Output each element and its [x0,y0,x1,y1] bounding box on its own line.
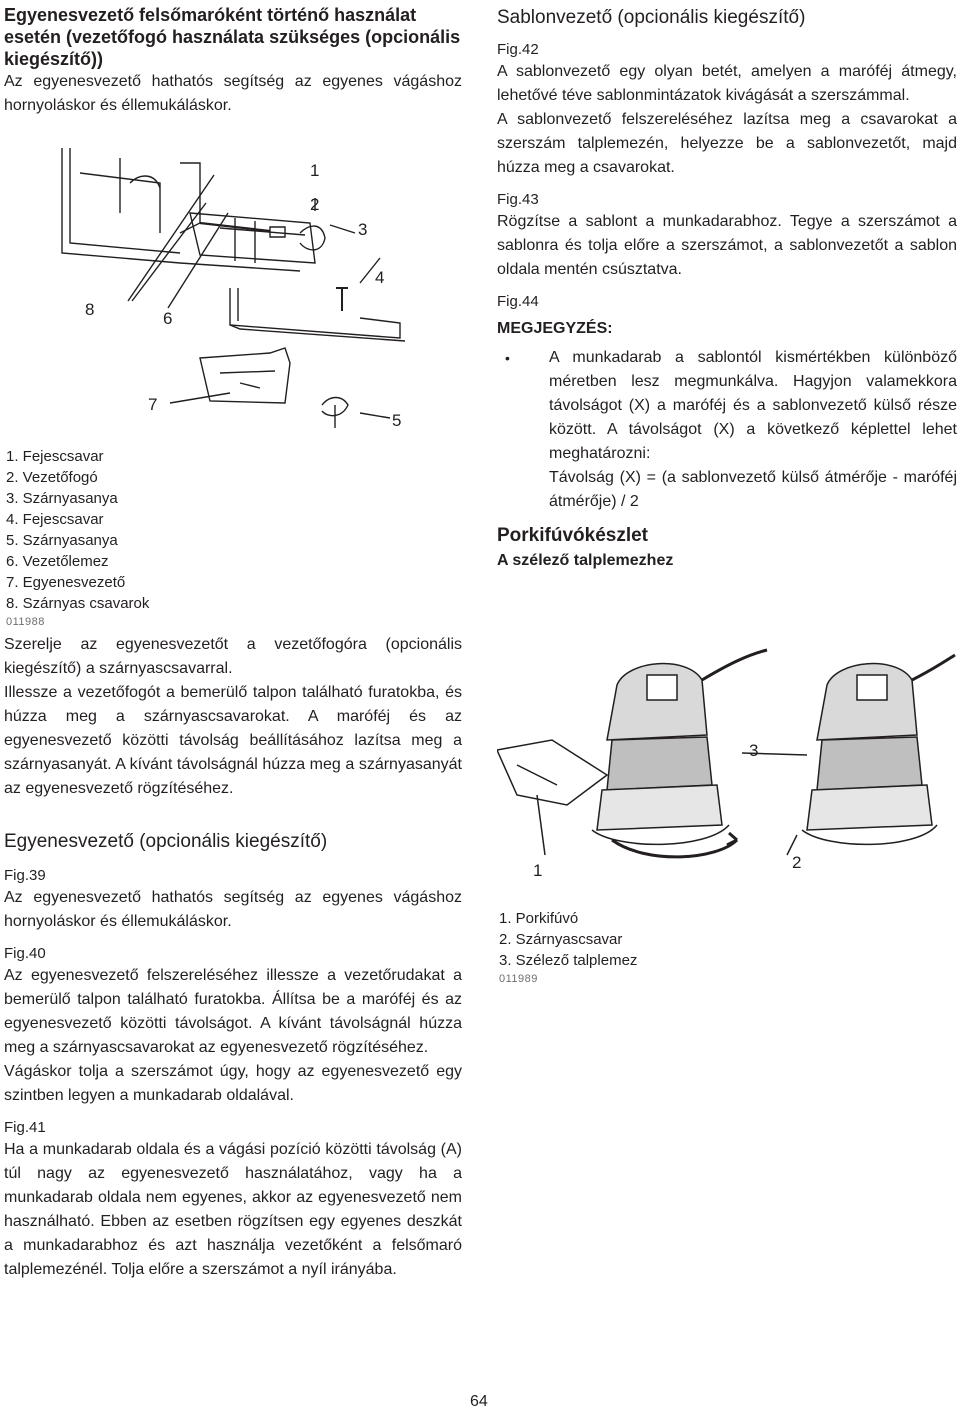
callout-label: 1 [533,861,543,880]
paragraph: Ha a munkadarab oldala és a vágási pozíció közötti távolság (A) túl nagy az egyenesvezető használatához, vagy ha a munkadarab oldala nem egyenes, akkor az egyenesvezető nem használható. Ebben az esetben rögzítsen egy egyenes deszkát a munkadarabhoz és azt használja vezetőként a felsőmaró talplemezénél. Tolja előre a szerszámot a nyíl irányába. [4,1141,462,1278]
legend-item: 3. Szélező talplemez [499,952,638,969]
paragraph: Az egyenesvezető hathatós segítség az egyenes vágáshoz hornyoláskor és éllemukáláskor. [4,889,462,930]
legend-item: 8. Szárnyas csavarok [6,595,150,612]
figure-ref: Fig.44 [497,293,539,310]
callout-label: 3 [749,741,759,760]
figure-ref: Fig.40 [4,945,46,962]
section-heading-router-guide: Egyenesvezető felsőmaróként történő használat esetén (vezetőfogó használata szükséges (opcionális kiegészítő)) [4,5,461,69]
legend-item: 1. Porkifúvó [499,910,579,927]
section-heading-dust-nozzle: Porkifúvókészlet [497,525,648,546]
legend-item: 3. Szárnyasanya [6,490,118,507]
dust-nozzle-drawing [497,645,957,905]
callout-label: 3 [358,220,368,239]
callout-label: 1 [310,161,320,180]
legend-item: 4. Fejescsavar [6,511,104,528]
paragraph: Illessze a vezetőfogót a bemerülő talpon található furatokba, és húzza meg a szárnyascsavarokat. A maróféj és az egyenesvezető közötti távolság beállításához lazítsa meg a szárnyasanyát. A kívánt távolságnál húzza meg a szárnyasanyát az egyenesvezető rögzítéséhez. [4,684,462,797]
note-item [497,346,957,514]
paragraph: Vágáskor tolja a szerszámot úgy, hogy az egyenesvezető egy szintben legyen a munkadarab oldalával. [4,1063,462,1104]
paragraph: Az egyenesvezető felszereléséhez illessze a vezetőrudakat a bemerülő talpon található furatokba. Állítsa be a maróféj és az egyenesvezető közötti távolságot. A kívánt távolságnál húzza meg a szárnyascsavarokat az egyenesvezető rögzítéséhez. [4,967,462,1056]
callout-label: 5 [392,411,402,430]
paragraph: Rögzítse a sablont a munkadarabhoz. Tegye a szerszámot a sablonra és tolja előre a szerszámot, a sablonvezetőt a sablon oldala mentén csúsztatva. [497,213,957,278]
callout-label: 7 [148,395,158,414]
bullet-icon: • [505,350,510,366]
figure-ref: Fig.39 [4,867,46,884]
dust-nozzle-illustration [497,645,957,905]
callout-label: 2 [792,853,802,872]
callout-label: 4 [375,268,385,287]
paragraph: A sablonvezető felszereléséhez lazítsa meg a csavarokat a szerszám talplemezén, helyezze be a sablonvezetőt, majd húzza meg a csavarokat. [497,111,957,176]
note-text: A munkadarab a sablontól kismértékben különböző méretben lesz megmunkálva. Hagyjon valamekkora távolságot (X) a maróféj és a sablonvezető külső része között. A távolságot (X) a következő képlettel lehet meghatározni: [549,349,957,462]
note-formula: Távolság (X) = (a sablonvezető külső átmérője - maróféj átmérője) / 2 [549,469,957,510]
figure-ref: Fig.43 [497,191,539,208]
figure-ref: Fig.42 [497,41,539,58]
legend-item: 1. Fejescsavar [6,448,104,465]
legend-item: 6. Vezetőlemez [6,553,109,570]
figure-code: 011989 [499,973,538,985]
figure-code: 011988 [6,616,45,628]
page-number: 64 [470,1393,488,1410]
legend-item: 7. Egyenesvezető [6,574,126,591]
section-heading-straight-guide: Egyenesvezető (opcionális kiegészítő) [4,831,328,852]
legend-item: 2. Vezetőfogó [6,469,98,486]
note-heading: MEGJEGYZÉS: [497,320,613,337]
straight-guide-illustration [60,143,480,443]
callout-label: 2 [310,195,320,214]
paragraph: Szerelje az egyenesvezetőt a vezetőfogóra (opcionális kiegészítő) a szárnyascsavarral. [4,636,462,677]
callout-label: 6 [163,309,173,328]
paragraph: A sablonvezető egy olyan betét, amelyen a maróféj átmegy, lehetővé téve sablonmintázatok kivágását a szerszámmal. [497,63,957,104]
legend-item: 2. Szárnyascsavar [499,931,623,948]
subheading: A szélező talplemezhez [497,552,674,569]
legend-item: 5. Szárnyasanya [6,532,118,549]
straight-guide-drawing [60,143,480,443]
figure-ref: Fig.41 [4,1119,46,1136]
intro-paragraph: Az egyenesvezető hathatós segítség az egyenes vágáshoz hornyoláskor és éllemukáláskor. [4,73,462,114]
section-heading-template-guide: Sablonvezető (opcionális kiegészítő) [497,7,806,28]
callout-label: 8 [85,300,95,319]
